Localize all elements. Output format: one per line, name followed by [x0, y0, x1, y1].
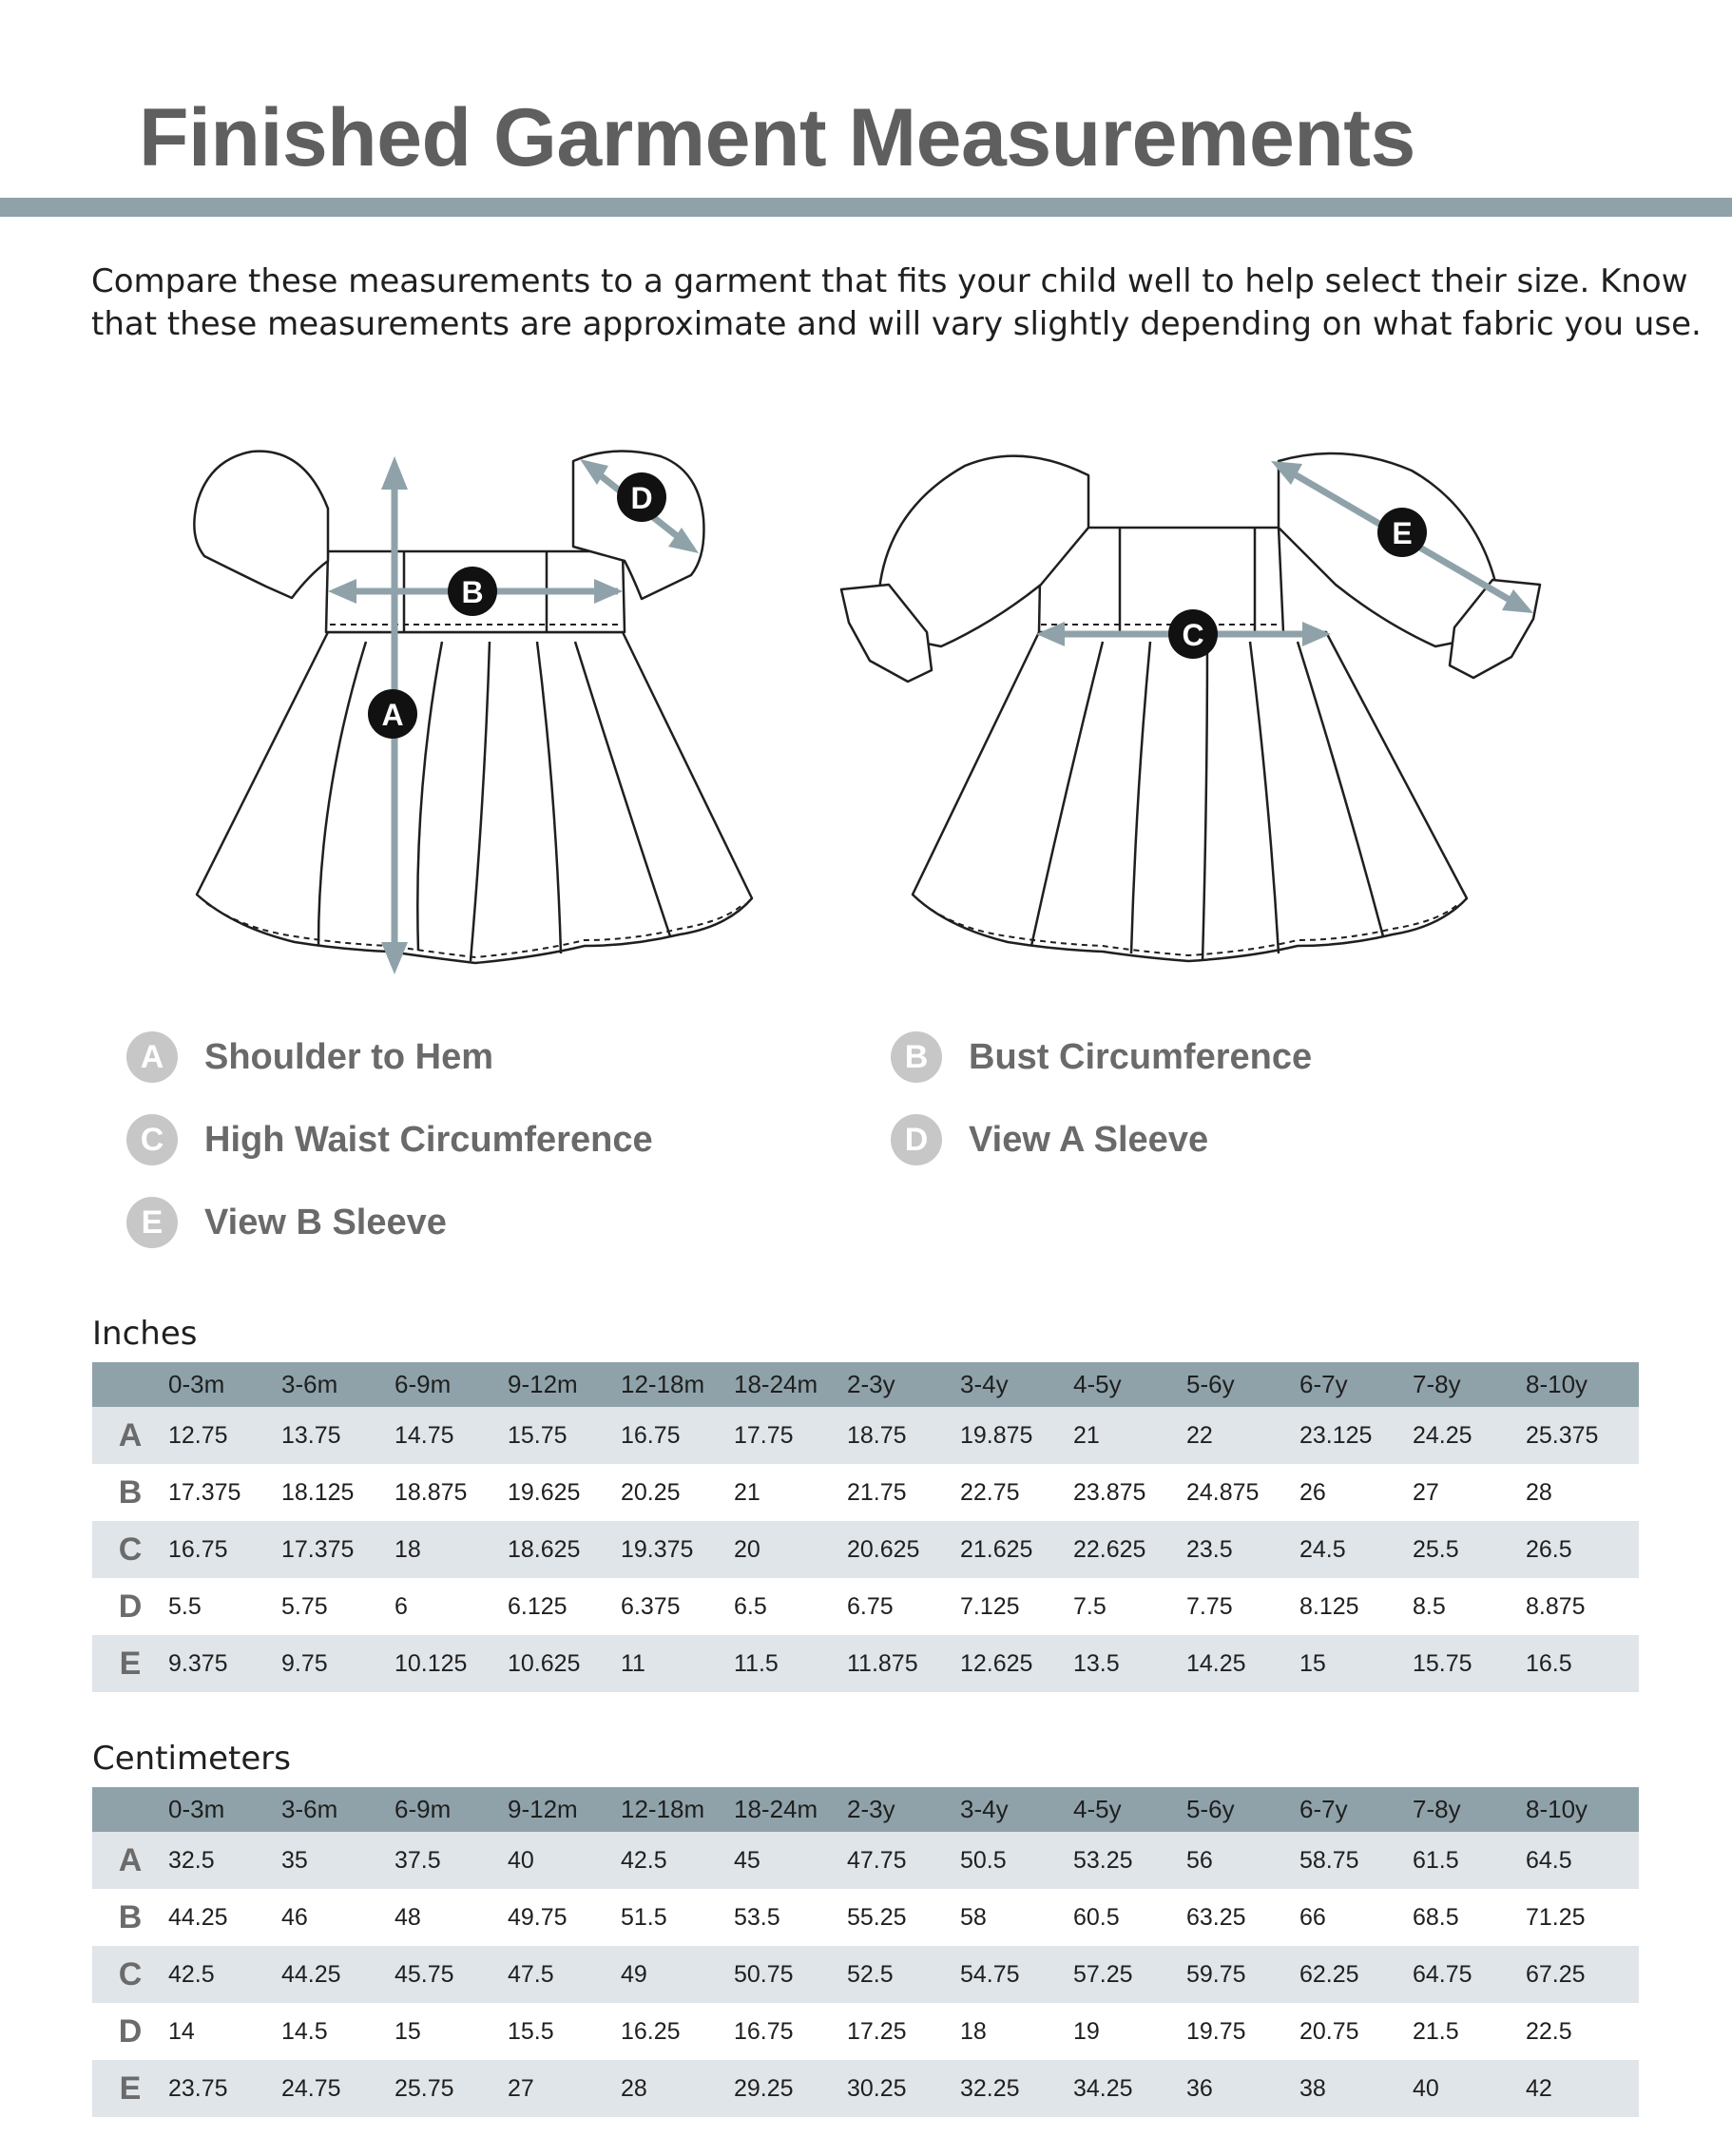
row-key: D	[118, 2012, 143, 2050]
measurement-cell: 22.75	[960, 1478, 1020, 1506]
measurement-cell: 18	[395, 1535, 421, 1563]
measurement-cell: 19.75	[1186, 2017, 1246, 2045]
marker-a	[368, 689, 417, 739]
measurement-cell: 16.25	[621, 2017, 681, 2045]
measurement-cell: 26.5	[1526, 1535, 1572, 1563]
size-header: 5-6y	[1186, 1370, 1235, 1398]
measurement-cell: 18	[960, 2017, 987, 2045]
legend-label-c: High Waist Circumference	[204, 1119, 653, 1160]
measurement-cell: 10.125	[395, 1649, 468, 1677]
measurement-cell: 24.25	[1413, 1421, 1472, 1449]
measurement-cell: 14.25	[1186, 1649, 1246, 1677]
measurement-cell: 63.25	[1186, 1903, 1246, 1931]
measurement-cell: 14	[168, 2017, 195, 2045]
size-header: 12-18m	[621, 1370, 705, 1398]
size-header: 4-5y	[1073, 1370, 1122, 1398]
inches-table	[92, 1362, 1639, 1692]
centimeters-title: Centimeters	[92, 1740, 291, 1778]
measurement-cell: 6.75	[847, 1592, 894, 1620]
size-header: 0-3m	[168, 1795, 225, 1823]
marker-e-label: E	[1392, 516, 1413, 550]
measurement-cell: 32.25	[960, 2074, 1020, 2102]
size-header: 5-6y	[1186, 1795, 1235, 1823]
measurement-cell: 36	[1186, 2074, 1213, 2102]
dress-view-a-diagram	[185, 433, 775, 1003]
measurement-cell: 24.875	[1186, 1478, 1260, 1506]
size-header: 7-8y	[1413, 1370, 1461, 1398]
measurement-cell: 44.25	[168, 1903, 228, 1931]
measurement-cell: 9.375	[168, 1649, 228, 1677]
measurement-cell: 16.75	[734, 2017, 794, 2045]
marker-c-label: C	[1182, 618, 1204, 652]
marker-b	[448, 567, 497, 616]
size-header: 3-6m	[281, 1370, 338, 1398]
measurement-cell: 28	[1526, 1478, 1552, 1506]
measurement-cell: 42.5	[621, 1846, 667, 1874]
measurement-cell: 7.125	[960, 1592, 1020, 1620]
size-header: 8-10y	[1526, 1370, 1588, 1398]
marker-d	[617, 472, 666, 522]
measurement-cell: 15.75	[1413, 1649, 1472, 1677]
legend-badge-b: B	[891, 1031, 942, 1083]
size-header: 9-12m	[508, 1370, 578, 1398]
inches-title: Inches	[92, 1315, 198, 1353]
measurement-cell: 40	[508, 1846, 534, 1874]
measurement-cell: 48	[395, 1903, 421, 1931]
table-row	[92, 1635, 1639, 1692]
measurement-cell: 21.75	[847, 1478, 907, 1506]
table-header-row	[92, 1362, 1639, 1407]
measurement-cell: 45.75	[395, 1960, 454, 1988]
measurement-cell: 52.5	[847, 1960, 894, 1988]
row-key: D	[118, 1588, 143, 1625]
measurement-cell: 19.375	[621, 1535, 694, 1563]
legend-item-b	[891, 1031, 1312, 1083]
measurement-cell: 57.25	[1073, 1960, 1133, 1988]
measurement-cell: 18.125	[281, 1478, 355, 1506]
size-header: 18-24m	[734, 1370, 818, 1398]
measurement-cell: 71.25	[1526, 1903, 1586, 1931]
measurement-cell: 42	[1526, 2074, 1552, 2102]
size-header: 6-9m	[395, 1370, 452, 1398]
measurement-cell: 21	[1073, 1421, 1100, 1449]
measurement-cell: 19.625	[508, 1478, 581, 1506]
measurement-cell: 18.75	[847, 1421, 907, 1449]
measurement-cell: 37.5	[395, 1846, 441, 1874]
legend-item-e	[126, 1197, 447, 1248]
measurement-cell: 25.375	[1526, 1421, 1599, 1449]
measurement-cell: 20.75	[1299, 2017, 1359, 2045]
measurement-cell: 32.5	[168, 1846, 215, 1874]
measurement-cell: 38	[1299, 2074, 1326, 2102]
measurement-cell: 53.5	[734, 1903, 780, 1931]
table-row	[92, 1464, 1639, 1521]
measurement-cell: 56	[1186, 1846, 1213, 1874]
size-header: 7-8y	[1413, 1795, 1461, 1823]
dress-view-b-diagram	[832, 433, 1554, 1003]
measurement-cell: 27	[1413, 1478, 1439, 1506]
measurement-cell: 11.5	[734, 1649, 779, 1677]
header-blank-cell	[92, 1787, 168, 1832]
measurement-cell: 20.25	[621, 1478, 681, 1506]
measurement-cell: 47.5	[508, 1960, 554, 1988]
measurement-cell: 16.75	[621, 1421, 681, 1449]
measurement-cell: 29.25	[734, 2074, 794, 2102]
measurement-cell: 16.75	[168, 1535, 228, 1563]
measurement-cell: 51.5	[621, 1903, 667, 1931]
measurement-cell: 19.875	[960, 1421, 1033, 1449]
measurement-cell: 23.5	[1186, 1535, 1233, 1563]
measurement-cell: 53.25	[1073, 1846, 1133, 1874]
measurement-cell: 12.75	[168, 1421, 228, 1449]
table-row	[92, 1946, 1639, 2003]
measurement-cell: 23.125	[1299, 1421, 1373, 1449]
table-row	[92, 2003, 1639, 2060]
measurement-cell: 15	[395, 2017, 421, 2045]
measurement-cell: 13.75	[281, 1421, 341, 1449]
measurement-cell: 17.25	[847, 2017, 907, 2045]
measurement-cell: 28	[621, 2074, 647, 2102]
marker-e	[1377, 508, 1427, 557]
size-header: 6-7y	[1299, 1795, 1348, 1823]
measurement-cell: 27	[508, 2074, 534, 2102]
measurement-cell: 18.625	[508, 1535, 581, 1563]
marker-a-label: A	[381, 698, 404, 732]
measurement-cell: 24.5	[1299, 1535, 1346, 1563]
table-row	[92, 1889, 1639, 1946]
row-key: C	[118, 1530, 143, 1568]
measurement-cell: 21.625	[960, 1535, 1033, 1563]
measurement-cell: 7.5	[1073, 1592, 1107, 1620]
measurement-cell: 58	[960, 1903, 987, 1931]
measurement-cell: 6.375	[621, 1592, 681, 1620]
measurement-cell: 21.5	[1413, 2017, 1459, 2045]
header-blank-cell	[92, 1362, 168, 1407]
measurement-cell: 6	[395, 1592, 408, 1620]
measurement-cell: 19	[1073, 2017, 1100, 2045]
row-key: E	[119, 1645, 142, 1682]
legend-badge-e: E	[126, 1197, 178, 1248]
table-row	[92, 1832, 1639, 1889]
measurement-cell: 42.5	[168, 1960, 215, 1988]
measurement-cell: 22.5	[1526, 2017, 1572, 2045]
measurement-cell: 61.5	[1413, 1846, 1459, 1874]
measurement-cell: 16.5	[1526, 1649, 1572, 1677]
measurement-cell: 11.875	[847, 1649, 918, 1677]
measurement-cell: 15	[1299, 1649, 1326, 1677]
measurement-cell: 14.5	[281, 2017, 328, 2045]
row-key: B	[118, 1473, 143, 1511]
measurement-cell: 30.25	[847, 2074, 907, 2102]
table-header-row	[92, 1787, 1639, 1832]
legend-item-d	[891, 1114, 1208, 1165]
title-rule	[0, 198, 1732, 217]
measurement-cell: 46	[281, 1903, 308, 1931]
measurement-cell: 40	[1413, 2074, 1439, 2102]
measurement-cell: 17.75	[734, 1421, 794, 1449]
size-header: 18-24m	[734, 1795, 818, 1823]
row-key: E	[119, 2069, 142, 2107]
measurement-cell: 10.625	[508, 1649, 581, 1677]
measurement-cell: 8.125	[1299, 1592, 1359, 1620]
measurement-cell: 62.25	[1299, 1960, 1359, 1988]
size-header: 9-12m	[508, 1795, 578, 1823]
legend-item-c	[126, 1114, 653, 1165]
size-header: 8-10y	[1526, 1795, 1588, 1823]
measurement-cell: 66	[1299, 1903, 1326, 1931]
size-header: 12-18m	[621, 1795, 705, 1823]
legend-label-d: View A Sleeve	[969, 1119, 1209, 1160]
measurement-cell: 55.25	[847, 1903, 907, 1931]
size-header: 4-5y	[1073, 1795, 1122, 1823]
centimeters-table	[92, 1787, 1639, 2117]
intro-paragraph: Compare these measurements to a garment that fits your child well to help select their size. Know that these measurements are approximate and will vary slightly depending on what fabric you use.	[91, 262, 1702, 343]
size-header: 6-9m	[395, 1795, 452, 1823]
measurement-cell: 18.875	[395, 1478, 468, 1506]
measurement-cell: 20.625	[847, 1535, 920, 1563]
legend-label-a: Shoulder to Hem	[204, 1036, 494, 1077]
measurement-cell: 50.5	[960, 1846, 1007, 1874]
size-header: 0-3m	[168, 1370, 225, 1398]
measurement-cell: 45	[734, 1846, 760, 1874]
measurement-cell: 21	[734, 1478, 760, 1506]
row-key: B	[118, 1898, 143, 1935]
measurement-cell: 17.375	[168, 1478, 241, 1506]
size-header: 6-7y	[1299, 1370, 1348, 1398]
measurement-cell: 34.25	[1073, 2074, 1133, 2102]
measurement-cell: 8.875	[1526, 1592, 1586, 1620]
measurement-cell: 64.5	[1526, 1846, 1572, 1874]
measurement-cell: 58.75	[1299, 1846, 1359, 1874]
measurement-cell: 67.25	[1526, 1960, 1586, 1988]
measurement-cell: 59.75	[1186, 1960, 1246, 1988]
row-key: A	[118, 1841, 143, 1878]
legend-label-b: Bust Circumference	[969, 1036, 1313, 1077]
measurement-cell: 47.75	[847, 1846, 907, 1874]
marker-c	[1168, 609, 1218, 659]
measurement-cell: 23.75	[168, 2074, 228, 2102]
marker-b-label: B	[461, 575, 484, 609]
measurement-cell: 5.75	[281, 1592, 328, 1620]
legend-label-e: View B Sleeve	[204, 1202, 447, 1242]
size-header: 3-4y	[960, 1370, 1009, 1398]
size-header: 3-6m	[281, 1795, 338, 1823]
legend-badge-c: C	[126, 1114, 178, 1165]
measurement-cell: 20	[734, 1535, 760, 1563]
table-row	[92, 1521, 1639, 1578]
measurement-cell: 14.75	[395, 1421, 454, 1449]
measurement-cell: 54.75	[960, 1960, 1020, 1988]
measurement-cell: 23.875	[1073, 1478, 1146, 1506]
measurement-cell: 68.5	[1413, 1903, 1459, 1931]
measurement-cell: 49.75	[508, 1903, 568, 1931]
measurement-cell: 26	[1299, 1478, 1326, 1506]
measurement-cell: 9.75	[281, 1649, 328, 1677]
measurement-cell: 35	[281, 1846, 308, 1874]
measurement-cell: 64.75	[1413, 1960, 1472, 1988]
measurement-cell: 17.375	[281, 1535, 355, 1563]
measurement-cell: 8.5	[1413, 1592, 1446, 1620]
measurement-cell: 44.25	[281, 1960, 341, 1988]
measurement-cell: 22.625	[1073, 1535, 1146, 1563]
legend-badge-a: A	[126, 1031, 178, 1083]
measurement-cell: 12.625	[960, 1649, 1033, 1677]
measurement-cell: 15.5	[508, 2017, 554, 2045]
measurement-cell: 11	[621, 1649, 645, 1677]
table-row	[92, 2060, 1639, 2117]
measurement-cell: 7.75	[1186, 1592, 1233, 1620]
row-key: C	[118, 1955, 143, 1992]
measurement-cell: 6.125	[508, 1592, 568, 1620]
measurement-cell: 50.75	[734, 1960, 794, 1988]
size-header: 3-4y	[960, 1795, 1009, 1823]
size-header: 2-3y	[847, 1795, 895, 1823]
size-header: 2-3y	[847, 1370, 895, 1398]
measurement-cell: 49	[621, 1960, 647, 1988]
measurement-cell: 25.5	[1413, 1535, 1459, 1563]
measurement-cell: 22	[1186, 1421, 1213, 1449]
legend-badge-d: D	[891, 1114, 942, 1165]
measurement-cell: 60.5	[1073, 1903, 1120, 1931]
row-key: A	[118, 1416, 143, 1453]
page-title: Finished Garment Measurements	[139, 92, 1415, 183]
measurement-cell: 15.75	[508, 1421, 568, 1449]
table-row	[92, 1407, 1639, 1464]
measurement-cell: 25.75	[395, 2074, 454, 2102]
measurement-cell: 6.5	[734, 1592, 767, 1620]
legend-item-a	[126, 1031, 493, 1083]
marker-d-label: D	[630, 481, 653, 515]
measurement-cell: 5.5	[168, 1592, 202, 1620]
measurement-cell: 24.75	[281, 2074, 341, 2102]
measurement-cell: 13.5	[1073, 1649, 1120, 1677]
table-row	[92, 1578, 1639, 1635]
